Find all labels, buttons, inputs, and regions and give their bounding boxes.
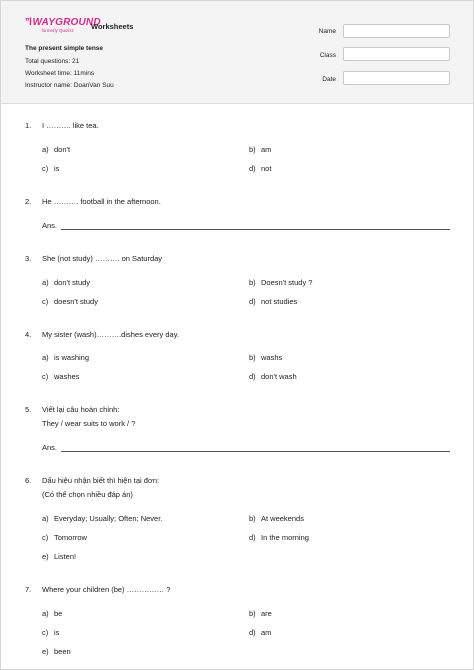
question-text: My sister (wash)……….dishes every day. xyxy=(42,330,179,339)
option-b[interactable]: b) am xyxy=(249,145,272,154)
question-number: 6. xyxy=(25,476,32,485)
question-text: I ………. like tea. xyxy=(42,121,99,130)
option-a[interactable]: a) be xyxy=(42,609,63,618)
option-c[interactable]: c) doesn't study xyxy=(42,297,98,306)
option-b[interactable]: b) washs xyxy=(249,353,283,362)
logo-brand: WAYGROUND xyxy=(32,17,101,28)
option-e[interactable]: e) been xyxy=(42,647,71,656)
date-field[interactable] xyxy=(343,71,450,85)
question-text: He ………. football in the afternoon. xyxy=(42,197,161,206)
option-d[interactable]: d) not xyxy=(249,164,272,173)
option-a[interactable]: a) Everyday; Usually; Often; Never. xyxy=(42,514,163,523)
option-d[interactable]: d) not studies xyxy=(249,297,298,306)
question-number: 1. xyxy=(25,121,32,130)
date-label: Date xyxy=(322,76,336,83)
instructor-name: Instructor name: DoanVan Suu xyxy=(25,82,114,89)
worksheet-time: Worksheet time: 11mins xyxy=(25,70,95,77)
option-a[interactable]: a) is washing xyxy=(42,353,90,362)
option-e[interactable]: e) Listen! xyxy=(42,552,77,561)
question-number: 4. xyxy=(25,330,32,339)
answer-line[interactable] xyxy=(61,229,450,230)
option-d[interactable]: d) In the morning xyxy=(249,533,309,542)
name-field[interactable] xyxy=(343,24,450,38)
question-text: She (not study) ………. on Saturday xyxy=(42,254,163,263)
option-d[interactable]: d) am xyxy=(249,628,272,637)
question-number: 2. xyxy=(25,197,32,206)
option-c[interactable]: c) Tomorrow xyxy=(42,533,87,542)
logo-mark-icon: ’’l xyxy=(25,17,32,28)
question-number: 3. xyxy=(25,254,32,263)
option-c[interactable]: c) is xyxy=(42,164,60,173)
answer-label: Ans. xyxy=(42,443,58,452)
option-c[interactable]: c) washes xyxy=(42,372,80,381)
worksheet-subtitle: The present simple tense xyxy=(25,45,104,52)
logo-subtitle: formerly Quizizz xyxy=(41,28,74,33)
question-number: 7. xyxy=(25,585,32,594)
answer-label: Ans. xyxy=(42,221,58,230)
option-c[interactable]: c) is xyxy=(42,628,60,637)
option-d[interactable]: d) don't wash xyxy=(249,372,297,381)
name-label: Name xyxy=(318,28,336,35)
option-b[interactable]: b) Doesn't study ? xyxy=(249,278,313,287)
option-a[interactable]: a) don't study xyxy=(42,278,91,287)
option-a[interactable]: a) don't xyxy=(42,145,71,154)
worksheet-header xyxy=(1,1,473,104)
total-questions: Total questions: 21 xyxy=(25,58,80,65)
question-text-2: (Có thể chọn nhiều đáp án) xyxy=(42,490,133,499)
wayground-logo xyxy=(25,18,101,34)
option-b[interactable]: b) At weekends xyxy=(249,514,304,523)
question-number: 5. xyxy=(25,405,32,414)
question-text: Dấu hiệu nhận biết thì hiện tại đơn: xyxy=(42,476,160,485)
worksheets-title: Worksheets xyxy=(91,22,134,31)
answer-line[interactable] xyxy=(61,451,450,452)
class-label: Class xyxy=(319,52,336,59)
question-text: Viết lại câu hoàn chỉnh: xyxy=(42,405,120,414)
question-text: Where your children (be) …………… ? xyxy=(42,585,171,594)
question-text-2: They / wear suits to work / ? xyxy=(42,419,136,428)
class-field[interactable] xyxy=(343,47,450,61)
option-b[interactable]: b) are xyxy=(249,609,272,618)
